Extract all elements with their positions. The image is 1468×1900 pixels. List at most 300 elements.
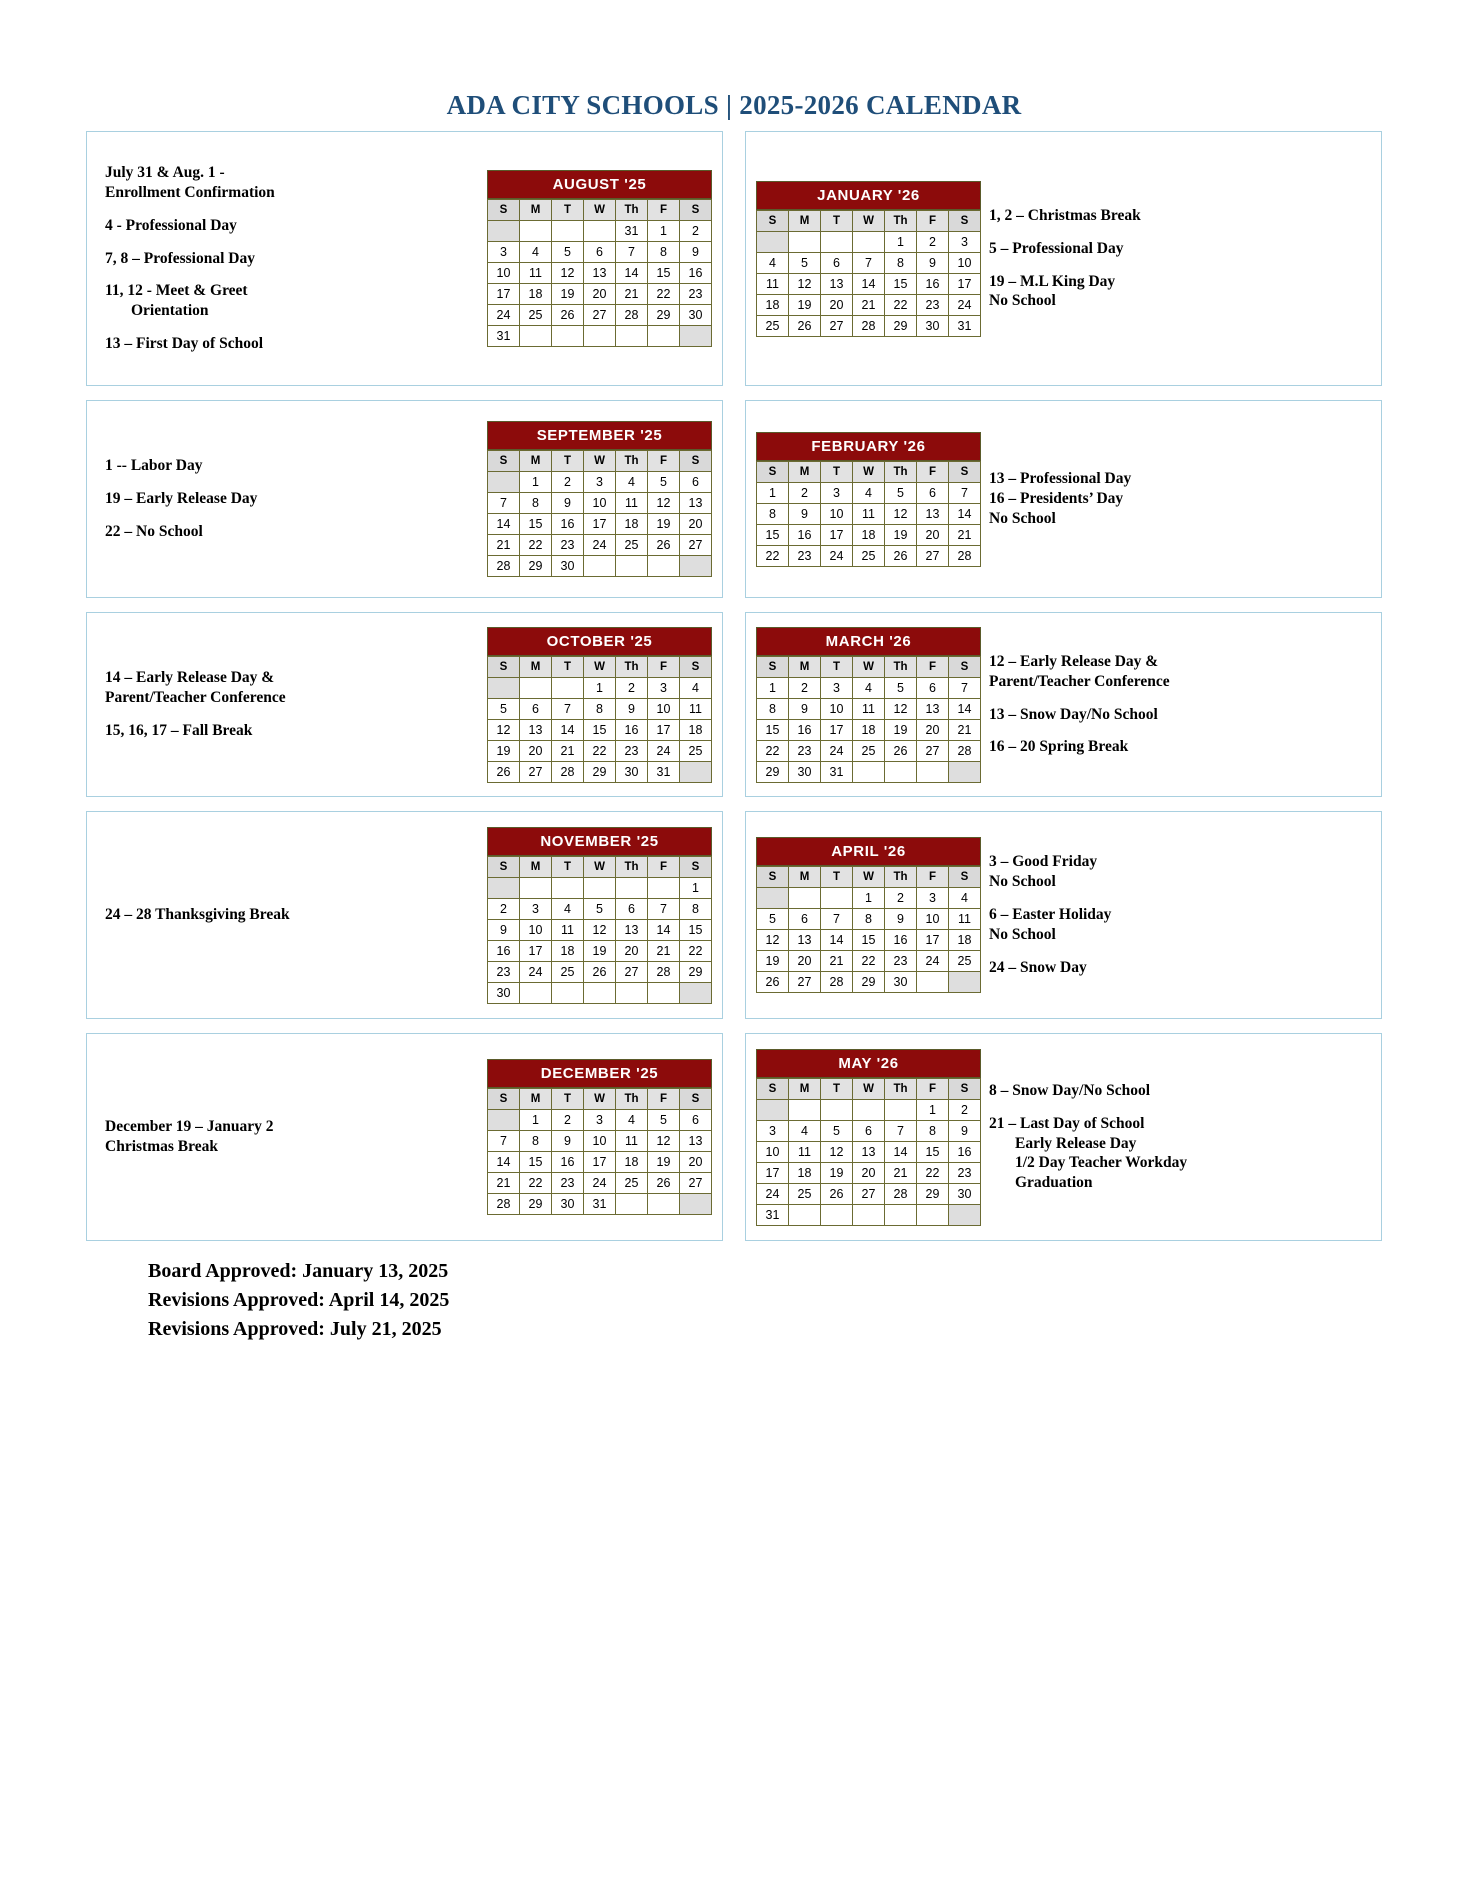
day-cell[interactable]: 21 bbox=[488, 535, 520, 556]
day-cell[interactable]: 14 bbox=[488, 1152, 520, 1173]
day-cell[interactable]: 26 bbox=[885, 545, 917, 566]
day-cell[interactable]: 6 bbox=[584, 242, 616, 263]
day-cell[interactable]: 9 bbox=[552, 493, 584, 514]
day-cell[interactable]: 6 bbox=[917, 482, 949, 503]
day-cell[interactable]: 29 bbox=[584, 761, 616, 782]
day-cell[interactable]: 26 bbox=[821, 1183, 853, 1204]
day-cell[interactable]: 2 bbox=[885, 888, 917, 909]
day-cell[interactable]: 22 bbox=[648, 284, 680, 305]
day-cell[interactable]: 25 bbox=[680, 740, 712, 761]
day-cell[interactable]: 15 bbox=[520, 1152, 552, 1173]
day-cell[interactable]: 7 bbox=[488, 1131, 520, 1152]
day-cell[interactable]: 6 bbox=[616, 898, 648, 919]
day-cell[interactable]: 2 bbox=[552, 472, 584, 493]
day-cell[interactable]: 27 bbox=[520, 761, 552, 782]
day-cell[interactable]: 1 bbox=[584, 677, 616, 698]
day-cell[interactable]: 21 bbox=[821, 951, 853, 972]
day-cell[interactable]: 5 bbox=[584, 898, 616, 919]
day-cell[interactable]: 10 bbox=[648, 698, 680, 719]
day-cell[interactable]: 9 bbox=[949, 1120, 981, 1141]
day-cell[interactable]: 23 bbox=[949, 1162, 981, 1183]
day-cell[interactable]: 10 bbox=[584, 493, 616, 514]
day-cell[interactable]: 15 bbox=[584, 719, 616, 740]
day-cell[interactable]: 11 bbox=[552, 919, 584, 940]
day-cell[interactable]: 24 bbox=[821, 740, 853, 761]
day-cell[interactable]: 27 bbox=[917, 740, 949, 761]
day-cell[interactable]: 11 bbox=[680, 698, 712, 719]
day-cell[interactable]: 18 bbox=[789, 1162, 821, 1183]
day-cell[interactable]: 20 bbox=[616, 940, 648, 961]
day-cell[interactable]: 25 bbox=[520, 305, 552, 326]
day-cell[interactable]: 6 bbox=[853, 1120, 885, 1141]
day-cell[interactable]: 26 bbox=[757, 972, 789, 993]
day-cell[interactable]: 29 bbox=[757, 761, 789, 782]
day-cell[interactable]: 24 bbox=[821, 545, 853, 566]
day-cell[interactable]: 8 bbox=[853, 909, 885, 930]
day-cell[interactable]: 20 bbox=[680, 514, 712, 535]
day-cell[interactable]: 21 bbox=[885, 1162, 917, 1183]
day-cell[interactable]: 15 bbox=[757, 524, 789, 545]
day-cell[interactable]: 28 bbox=[949, 740, 981, 761]
day-cell[interactable]: 8 bbox=[520, 493, 552, 514]
day-cell[interactable]: 18 bbox=[616, 514, 648, 535]
day-cell[interactable]: 5 bbox=[648, 1110, 680, 1131]
day-cell[interactable]: 21 bbox=[648, 940, 680, 961]
day-cell[interactable]: 28 bbox=[949, 545, 981, 566]
day-cell[interactable]: 11 bbox=[789, 1141, 821, 1162]
day-cell[interactable]: 4 bbox=[789, 1120, 821, 1141]
day-cell[interactable]: 29 bbox=[917, 1183, 949, 1204]
day-cell[interactable]: 29 bbox=[520, 556, 552, 577]
day-cell[interactable]: 2 bbox=[789, 482, 821, 503]
day-cell[interactable]: 24 bbox=[584, 1173, 616, 1194]
day-cell[interactable]: 22 bbox=[520, 535, 552, 556]
day-cell[interactable]: 29 bbox=[680, 961, 712, 982]
day-cell[interactable]: 31 bbox=[821, 761, 853, 782]
day-cell[interactable]: 10 bbox=[520, 919, 552, 940]
day-cell[interactable]: 19 bbox=[648, 1152, 680, 1173]
day-cell[interactable]: 8 bbox=[917, 1120, 949, 1141]
day-cell[interactable]: 18 bbox=[853, 719, 885, 740]
day-cell[interactable]: 16 bbox=[789, 719, 821, 740]
day-cell[interactable]: 10 bbox=[757, 1141, 789, 1162]
day-cell[interactable]: 13 bbox=[917, 698, 949, 719]
day-cell[interactable]: 27 bbox=[789, 972, 821, 993]
day-cell[interactable]: 17 bbox=[584, 514, 616, 535]
day-cell[interactable]: 3 bbox=[757, 1120, 789, 1141]
day-cell[interactable]: 16 bbox=[552, 1152, 584, 1173]
day-cell[interactable]: 23 bbox=[789, 740, 821, 761]
day-cell[interactable]: 27 bbox=[616, 961, 648, 982]
day-cell[interactable]: 2 bbox=[917, 231, 949, 252]
day-cell[interactable]: 21 bbox=[616, 284, 648, 305]
day-cell[interactable]: 25 bbox=[616, 535, 648, 556]
day-cell[interactable]: 24 bbox=[488, 305, 520, 326]
day-cell[interactable]: 30 bbox=[789, 761, 821, 782]
day-cell[interactable]: 18 bbox=[757, 294, 789, 315]
day-cell[interactable]: 22 bbox=[757, 740, 789, 761]
day-cell[interactable]: 17 bbox=[917, 930, 949, 951]
day-cell[interactable]: 27 bbox=[821, 315, 853, 336]
day-cell[interactable]: 18 bbox=[680, 719, 712, 740]
day-cell[interactable]: 14 bbox=[949, 503, 981, 524]
day-cell[interactable]: 9 bbox=[789, 503, 821, 524]
day-cell[interactable]: 2 bbox=[552, 1110, 584, 1131]
day-cell[interactable]: 5 bbox=[885, 482, 917, 503]
day-cell[interactable]: 12 bbox=[885, 698, 917, 719]
day-cell[interactable]: 30 bbox=[917, 315, 949, 336]
day-cell[interactable]: 6 bbox=[520, 698, 552, 719]
day-cell[interactable]: 11 bbox=[853, 698, 885, 719]
day-cell[interactable]: 10 bbox=[917, 909, 949, 930]
day-cell[interactable]: 14 bbox=[616, 263, 648, 284]
day-cell[interactable]: 5 bbox=[648, 472, 680, 493]
day-cell[interactable]: 23 bbox=[680, 284, 712, 305]
day-cell[interactable]: 21 bbox=[552, 740, 584, 761]
day-cell[interactable]: 8 bbox=[520, 1131, 552, 1152]
day-cell[interactable]: 16 bbox=[488, 940, 520, 961]
day-cell[interactable]: 12 bbox=[648, 1131, 680, 1152]
day-cell[interactable]: 15 bbox=[853, 930, 885, 951]
day-cell[interactable]: 2 bbox=[488, 898, 520, 919]
day-cell[interactable]: 25 bbox=[789, 1183, 821, 1204]
day-cell[interactable]: 16 bbox=[616, 719, 648, 740]
day-cell[interactable]: 19 bbox=[552, 284, 584, 305]
day-cell[interactable]: 19 bbox=[757, 951, 789, 972]
day-cell[interactable]: 20 bbox=[853, 1162, 885, 1183]
day-cell[interactable]: 6 bbox=[917, 677, 949, 698]
day-cell[interactable]: 15 bbox=[757, 719, 789, 740]
day-cell[interactable]: 11 bbox=[616, 493, 648, 514]
day-cell[interactable]: 25 bbox=[853, 545, 885, 566]
day-cell[interactable]: 28 bbox=[488, 556, 520, 577]
day-cell[interactable]: 12 bbox=[885, 503, 917, 524]
day-cell[interactable]: 11 bbox=[520, 263, 552, 284]
day-cell[interactable]: 17 bbox=[584, 1152, 616, 1173]
day-cell[interactable]: 10 bbox=[488, 263, 520, 284]
day-cell[interactable]: 4 bbox=[680, 677, 712, 698]
day-cell[interactable]: 3 bbox=[648, 677, 680, 698]
day-cell[interactable]: 28 bbox=[488, 1194, 520, 1215]
day-cell[interactable]: 3 bbox=[949, 231, 981, 252]
day-cell[interactable]: 26 bbox=[552, 305, 584, 326]
day-cell[interactable]: 24 bbox=[757, 1183, 789, 1204]
day-cell[interactable]: 13 bbox=[680, 1131, 712, 1152]
day-cell[interactable]: 20 bbox=[680, 1152, 712, 1173]
day-cell[interactable]: 22 bbox=[885, 294, 917, 315]
day-cell[interactable]: 17 bbox=[520, 940, 552, 961]
day-cell[interactable]: 11 bbox=[757, 273, 789, 294]
day-cell[interactable]: 11 bbox=[853, 503, 885, 524]
day-cell[interactable]: 25 bbox=[757, 315, 789, 336]
day-cell[interactable]: 19 bbox=[789, 294, 821, 315]
day-cell[interactable]: 4 bbox=[853, 677, 885, 698]
day-cell[interactable]: 18 bbox=[949, 930, 981, 951]
day-cell[interactable]: 3 bbox=[488, 242, 520, 263]
day-cell[interactable]: 8 bbox=[584, 698, 616, 719]
day-cell[interactable]: 30 bbox=[616, 761, 648, 782]
day-cell[interactable]: 10 bbox=[584, 1131, 616, 1152]
day-cell[interactable]: 30 bbox=[680, 305, 712, 326]
day-cell[interactable]: 26 bbox=[488, 761, 520, 782]
day-cell[interactable]: 25 bbox=[949, 951, 981, 972]
day-cell[interactable]: 24 bbox=[648, 740, 680, 761]
day-cell[interactable]: 20 bbox=[917, 524, 949, 545]
day-cell[interactable]: 16 bbox=[885, 930, 917, 951]
day-cell[interactable]: 12 bbox=[488, 719, 520, 740]
day-cell[interactable]: 9 bbox=[680, 242, 712, 263]
day-cell[interactable]: 18 bbox=[853, 524, 885, 545]
day-cell[interactable]: 6 bbox=[680, 472, 712, 493]
day-cell[interactable]: 27 bbox=[680, 535, 712, 556]
day-cell[interactable]: 7 bbox=[885, 1120, 917, 1141]
day-cell[interactable]: 15 bbox=[885, 273, 917, 294]
day-cell[interactable]: 21 bbox=[488, 1173, 520, 1194]
day-cell[interactable]: 16 bbox=[680, 263, 712, 284]
day-cell[interactable]: 8 bbox=[757, 698, 789, 719]
day-cell[interactable]: 23 bbox=[885, 951, 917, 972]
day-cell[interactable]: 27 bbox=[680, 1173, 712, 1194]
day-cell[interactable]: 31 bbox=[757, 1204, 789, 1225]
day-cell[interactable]: 12 bbox=[584, 919, 616, 940]
day-cell[interactable]: 19 bbox=[584, 940, 616, 961]
day-cell[interactable]: 14 bbox=[949, 698, 981, 719]
day-cell[interactable]: 5 bbox=[488, 698, 520, 719]
day-cell[interactable]: 20 bbox=[789, 951, 821, 972]
day-cell[interactable]: 9 bbox=[917, 252, 949, 273]
day-cell[interactable]: 3 bbox=[821, 482, 853, 503]
day-cell[interactable]: 1 bbox=[853, 888, 885, 909]
day-cell[interactable]: 6 bbox=[680, 1110, 712, 1131]
day-cell[interactable]: 5 bbox=[885, 677, 917, 698]
day-cell[interactable]: 7 bbox=[949, 677, 981, 698]
day-cell[interactable]: 18 bbox=[520, 284, 552, 305]
day-cell[interactable]: 17 bbox=[488, 284, 520, 305]
day-cell[interactable]: 1 bbox=[680, 877, 712, 898]
day-cell[interactable]: 31 bbox=[648, 761, 680, 782]
day-cell[interactable]: 8 bbox=[680, 898, 712, 919]
day-cell[interactable]: 13 bbox=[520, 719, 552, 740]
day-cell[interactable]: 4 bbox=[552, 898, 584, 919]
day-cell[interactable]: 13 bbox=[616, 919, 648, 940]
day-cell[interactable]: 26 bbox=[648, 1173, 680, 1194]
day-cell[interactable]: 22 bbox=[584, 740, 616, 761]
day-cell[interactable]: 27 bbox=[853, 1183, 885, 1204]
day-cell[interactable]: 24 bbox=[584, 535, 616, 556]
day-cell[interactable]: 29 bbox=[885, 315, 917, 336]
day-cell[interactable]: 23 bbox=[552, 535, 584, 556]
day-cell[interactable]: 6 bbox=[821, 252, 853, 273]
day-cell[interactable]: 14 bbox=[488, 514, 520, 535]
day-cell[interactable]: 27 bbox=[584, 305, 616, 326]
day-cell[interactable]: 2 bbox=[616, 677, 648, 698]
day-cell[interactable]: 2 bbox=[680, 221, 712, 242]
day-cell[interactable]: 7 bbox=[853, 252, 885, 273]
day-cell[interactable]: 23 bbox=[917, 294, 949, 315]
day-cell[interactable]: 9 bbox=[616, 698, 648, 719]
day-cell[interactable]: 5 bbox=[552, 242, 584, 263]
day-cell[interactable]: 11 bbox=[616, 1131, 648, 1152]
day-cell[interactable]: 19 bbox=[885, 719, 917, 740]
day-cell[interactable]: 1 bbox=[648, 221, 680, 242]
day-cell[interactable]: 20 bbox=[821, 294, 853, 315]
day-cell[interactable]: 14 bbox=[648, 919, 680, 940]
day-cell[interactable]: 14 bbox=[821, 930, 853, 951]
day-cell[interactable]: 28 bbox=[853, 315, 885, 336]
day-cell[interactable]: 4 bbox=[853, 482, 885, 503]
day-cell[interactable]: 3 bbox=[584, 472, 616, 493]
day-cell[interactable]: 17 bbox=[821, 719, 853, 740]
day-cell[interactable]: 15 bbox=[680, 919, 712, 940]
day-cell[interactable]: 11 bbox=[949, 909, 981, 930]
day-cell[interactable]: 28 bbox=[616, 305, 648, 326]
day-cell[interactable]: 7 bbox=[616, 242, 648, 263]
day-cell[interactable]: 8 bbox=[648, 242, 680, 263]
day-cell[interactable]: 28 bbox=[885, 1183, 917, 1204]
day-cell[interactable]: 4 bbox=[520, 242, 552, 263]
day-cell[interactable]: 24 bbox=[949, 294, 981, 315]
day-cell[interactable]: 17 bbox=[821, 524, 853, 545]
day-cell[interactable]: 29 bbox=[853, 972, 885, 993]
day-cell[interactable]: 10 bbox=[821, 503, 853, 524]
day-cell[interactable]: 4 bbox=[616, 1110, 648, 1131]
day-cell[interactable]: 25 bbox=[853, 740, 885, 761]
day-cell[interactable]: 24 bbox=[917, 951, 949, 972]
day-cell[interactable]: 22 bbox=[853, 951, 885, 972]
day-cell[interactable]: 28 bbox=[821, 972, 853, 993]
day-cell[interactable]: 3 bbox=[917, 888, 949, 909]
day-cell[interactable]: 17 bbox=[648, 719, 680, 740]
day-cell[interactable]: 20 bbox=[584, 284, 616, 305]
day-cell[interactable]: 13 bbox=[584, 263, 616, 284]
day-cell[interactable]: 31 bbox=[488, 326, 520, 347]
day-cell[interactable]: 3 bbox=[821, 677, 853, 698]
day-cell[interactable]: 1 bbox=[885, 231, 917, 252]
day-cell[interactable]: 9 bbox=[552, 1131, 584, 1152]
day-cell[interactable]: 5 bbox=[757, 909, 789, 930]
day-cell[interactable]: 10 bbox=[821, 698, 853, 719]
day-cell[interactable]: 27 bbox=[917, 545, 949, 566]
day-cell[interactable]: 12 bbox=[789, 273, 821, 294]
day-cell[interactable]: 28 bbox=[648, 961, 680, 982]
day-cell[interactable]: 1 bbox=[520, 1110, 552, 1131]
day-cell[interactable]: 15 bbox=[917, 1141, 949, 1162]
day-cell[interactable]: 30 bbox=[552, 556, 584, 577]
day-cell[interactable]: 30 bbox=[488, 982, 520, 1003]
day-cell[interactable]: 14 bbox=[552, 719, 584, 740]
day-cell[interactable]: 9 bbox=[789, 698, 821, 719]
day-cell[interactable]: 14 bbox=[885, 1141, 917, 1162]
day-cell[interactable]: 17 bbox=[757, 1162, 789, 1183]
day-cell[interactable]: 18 bbox=[552, 940, 584, 961]
day-cell[interactable]: 25 bbox=[552, 961, 584, 982]
day-cell[interactable]: 7 bbox=[821, 909, 853, 930]
day-cell[interactable]: 31 bbox=[949, 315, 981, 336]
day-cell[interactable]: 1 bbox=[757, 482, 789, 503]
day-cell[interactable]: 29 bbox=[648, 305, 680, 326]
day-cell[interactable]: 2 bbox=[949, 1099, 981, 1120]
day-cell[interactable]: 23 bbox=[616, 740, 648, 761]
day-cell[interactable]: 23 bbox=[488, 961, 520, 982]
day-cell[interactable]: 13 bbox=[680, 493, 712, 514]
day-cell[interactable]: 10 bbox=[949, 252, 981, 273]
day-cell[interactable]: 12 bbox=[648, 493, 680, 514]
day-cell[interactable]: 7 bbox=[949, 482, 981, 503]
day-cell[interactable]: 19 bbox=[821, 1162, 853, 1183]
day-cell[interactable]: 18 bbox=[616, 1152, 648, 1173]
day-cell[interactable]: 9 bbox=[488, 919, 520, 940]
day-cell[interactable]: 4 bbox=[616, 472, 648, 493]
day-cell[interactable]: 16 bbox=[917, 273, 949, 294]
day-cell[interactable]: 30 bbox=[885, 972, 917, 993]
day-cell[interactable]: 7 bbox=[552, 698, 584, 719]
day-cell[interactable]: 1 bbox=[917, 1099, 949, 1120]
day-cell[interactable]: 16 bbox=[552, 514, 584, 535]
day-cell[interactable]: 26 bbox=[789, 315, 821, 336]
day-cell[interactable]: 13 bbox=[821, 273, 853, 294]
day-cell[interactable]: 22 bbox=[757, 545, 789, 566]
day-cell[interactable]: 22 bbox=[917, 1162, 949, 1183]
day-cell[interactable]: 8 bbox=[757, 503, 789, 524]
day-cell[interactable]: 3 bbox=[520, 898, 552, 919]
day-cell[interactable]: 17 bbox=[949, 273, 981, 294]
day-cell[interactable]: 13 bbox=[917, 503, 949, 524]
day-cell[interactable]: 31 bbox=[584, 1194, 616, 1215]
day-cell[interactable]: 26 bbox=[584, 961, 616, 982]
day-cell[interactable]: 15 bbox=[648, 263, 680, 284]
day-cell[interactable]: 12 bbox=[757, 930, 789, 951]
day-cell[interactable]: 1 bbox=[757, 677, 789, 698]
day-cell[interactable]: 4 bbox=[757, 252, 789, 273]
day-cell[interactable]: 31 bbox=[616, 221, 648, 242]
day-cell[interactable]: 26 bbox=[648, 535, 680, 556]
day-cell[interactable]: 30 bbox=[552, 1194, 584, 1215]
day-cell[interactable]: 2 bbox=[789, 677, 821, 698]
day-cell[interactable]: 5 bbox=[789, 252, 821, 273]
day-cell[interactable]: 21 bbox=[949, 719, 981, 740]
day-cell[interactable]: 19 bbox=[885, 524, 917, 545]
day-cell[interactable]: 13 bbox=[853, 1141, 885, 1162]
day-cell[interactable]: 23 bbox=[789, 545, 821, 566]
day-cell[interactable]: 14 bbox=[853, 273, 885, 294]
day-cell[interactable]: 30 bbox=[949, 1183, 981, 1204]
day-cell[interactable]: 16 bbox=[789, 524, 821, 545]
day-cell[interactable]: 25 bbox=[616, 1173, 648, 1194]
day-cell[interactable]: 12 bbox=[821, 1141, 853, 1162]
day-cell[interactable]: 6 bbox=[789, 909, 821, 930]
day-cell[interactable]: 19 bbox=[488, 740, 520, 761]
day-cell[interactable]: 29 bbox=[520, 1194, 552, 1215]
day-cell[interactable]: 21 bbox=[949, 524, 981, 545]
day-cell[interactable]: 7 bbox=[488, 493, 520, 514]
day-cell[interactable]: 22 bbox=[520, 1173, 552, 1194]
day-cell[interactable]: 19 bbox=[648, 514, 680, 535]
day-cell[interactable]: 4 bbox=[949, 888, 981, 909]
day-cell[interactable]: 12 bbox=[552, 263, 584, 284]
day-cell[interactable]: 9 bbox=[885, 909, 917, 930]
day-cell[interactable]: 20 bbox=[917, 719, 949, 740]
day-cell[interactable]: 23 bbox=[552, 1173, 584, 1194]
day-cell[interactable]: 20 bbox=[520, 740, 552, 761]
day-cell[interactable]: 28 bbox=[552, 761, 584, 782]
day-cell[interactable]: 8 bbox=[885, 252, 917, 273]
day-cell[interactable]: 16 bbox=[949, 1141, 981, 1162]
day-cell[interactable]: 22 bbox=[680, 940, 712, 961]
day-cell[interactable]: 5 bbox=[821, 1120, 853, 1141]
day-cell[interactable]: 21 bbox=[853, 294, 885, 315]
day-cell[interactable]: 24 bbox=[520, 961, 552, 982]
day-cell[interactable]: 15 bbox=[520, 514, 552, 535]
